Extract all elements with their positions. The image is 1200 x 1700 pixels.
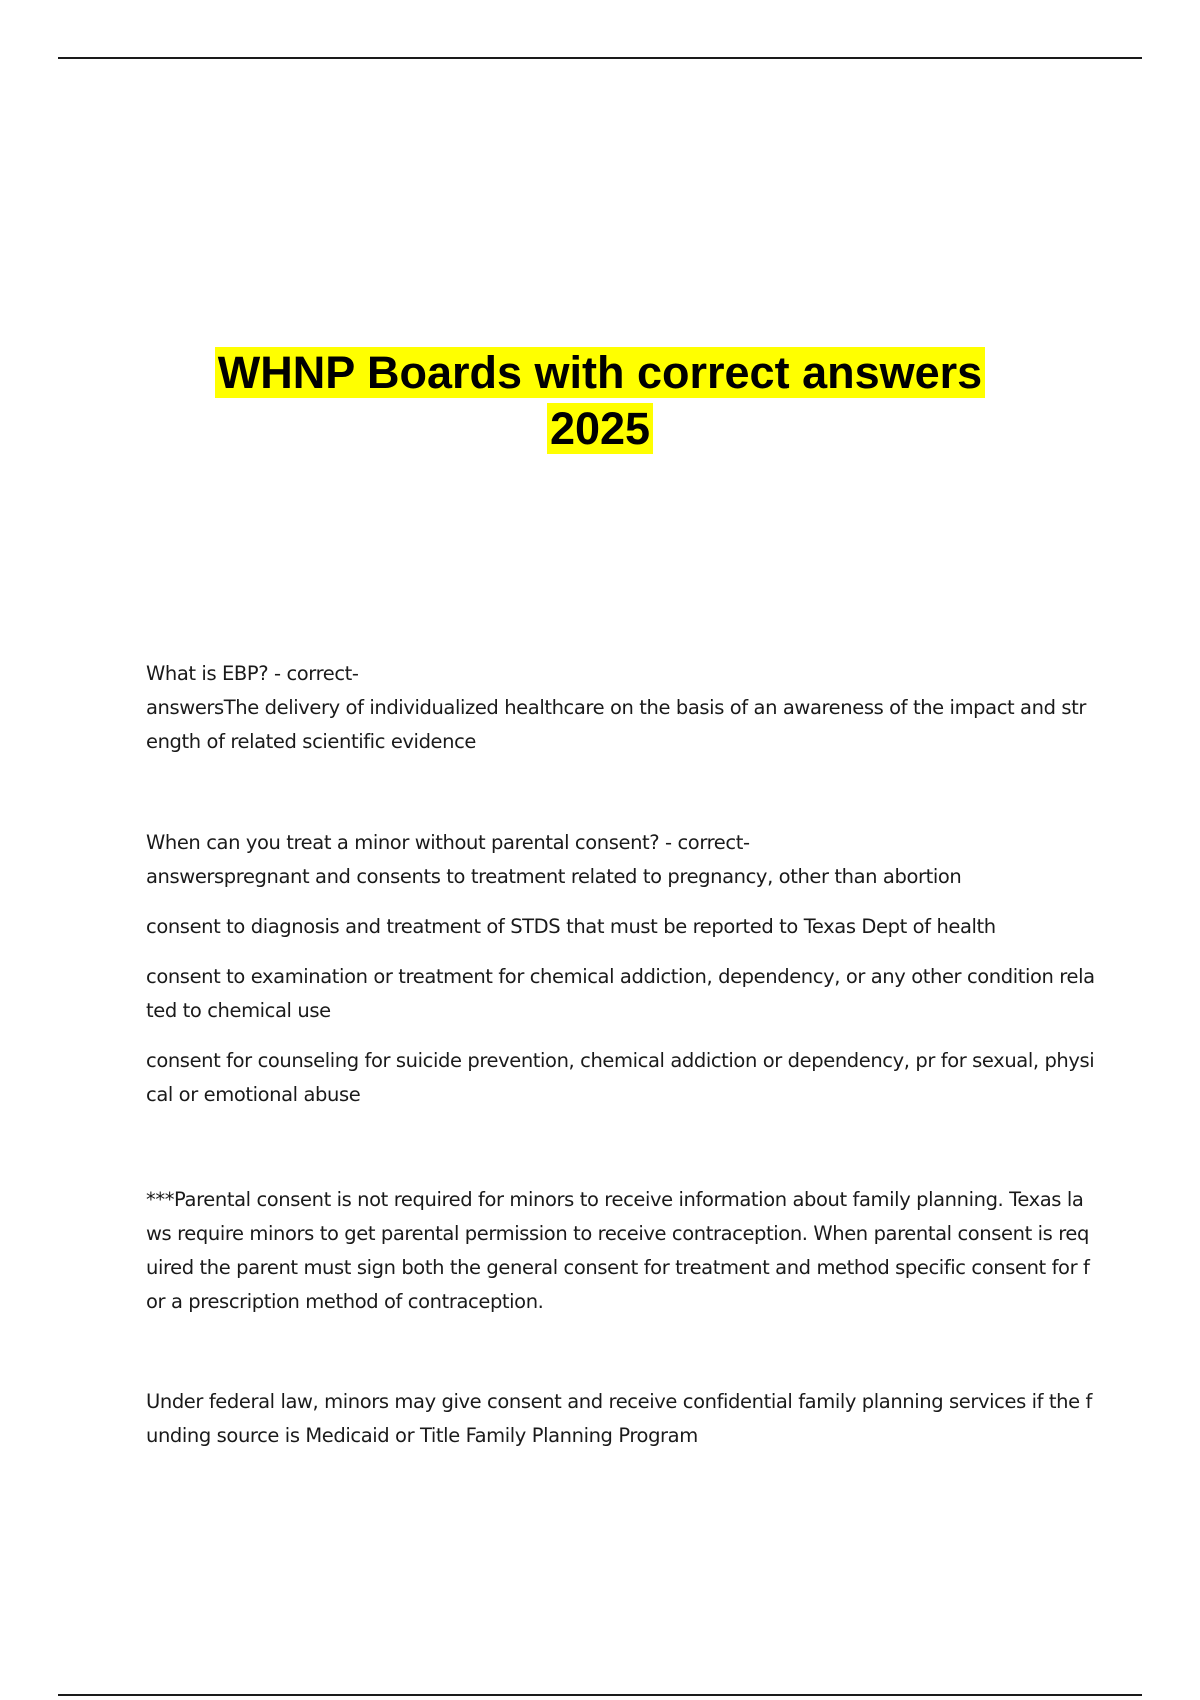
note-paragraph-federal xyxy=(146,1385,1096,1453)
title-line-2: 2025 xyxy=(547,403,653,454)
qa-block-minor-consent xyxy=(146,826,1096,1112)
note-text: Under federal law, minors may give consent and receive confidential family planning services if the funding source is Medicaid or Title Family Planning Program xyxy=(146,1390,1092,1447)
document-title xyxy=(0,345,1200,457)
note-paragraph-texas xyxy=(146,1183,1096,1319)
answer-text: answerspregnant and consents to treatment related to pregnancy, other than abortion xyxy=(146,865,962,888)
qa-block-ebp xyxy=(146,657,1096,759)
answer-item: consent to diagnosis and treatment of STDS that must be reported to Texas Dept of health xyxy=(146,915,996,938)
question-text: When can you treat a minor without parental consent? - correct- xyxy=(146,831,750,854)
answer-text: answersThe delivery of individualized healthcare on the basis of an awareness of the impact and strength of related scientific evidence xyxy=(146,696,1086,753)
answer-item: consent to examination or treatment for chemical addiction, dependency, or any other condition related to chemical use xyxy=(146,965,1095,1022)
top-divider xyxy=(58,57,1142,59)
bottom-divider xyxy=(58,1694,1142,1696)
answer-item: consent for counseling for suicide prevention, chemical addiction or dependency, pr for sexual, physical or emotional abuse xyxy=(146,1049,1095,1106)
title-line-1: WHNP Boards with correct answers xyxy=(215,347,985,398)
question-text: What is EBP? - correct- xyxy=(146,662,359,685)
note-text: ***Parental consent is not required for minors to receive information about family planning. Texas laws require minors to get parental permission to receive contraception. When parental consent is required the parent must sign both the general consent for treatment and method specific consent for for a prescription method of contraception. xyxy=(146,1188,1090,1313)
